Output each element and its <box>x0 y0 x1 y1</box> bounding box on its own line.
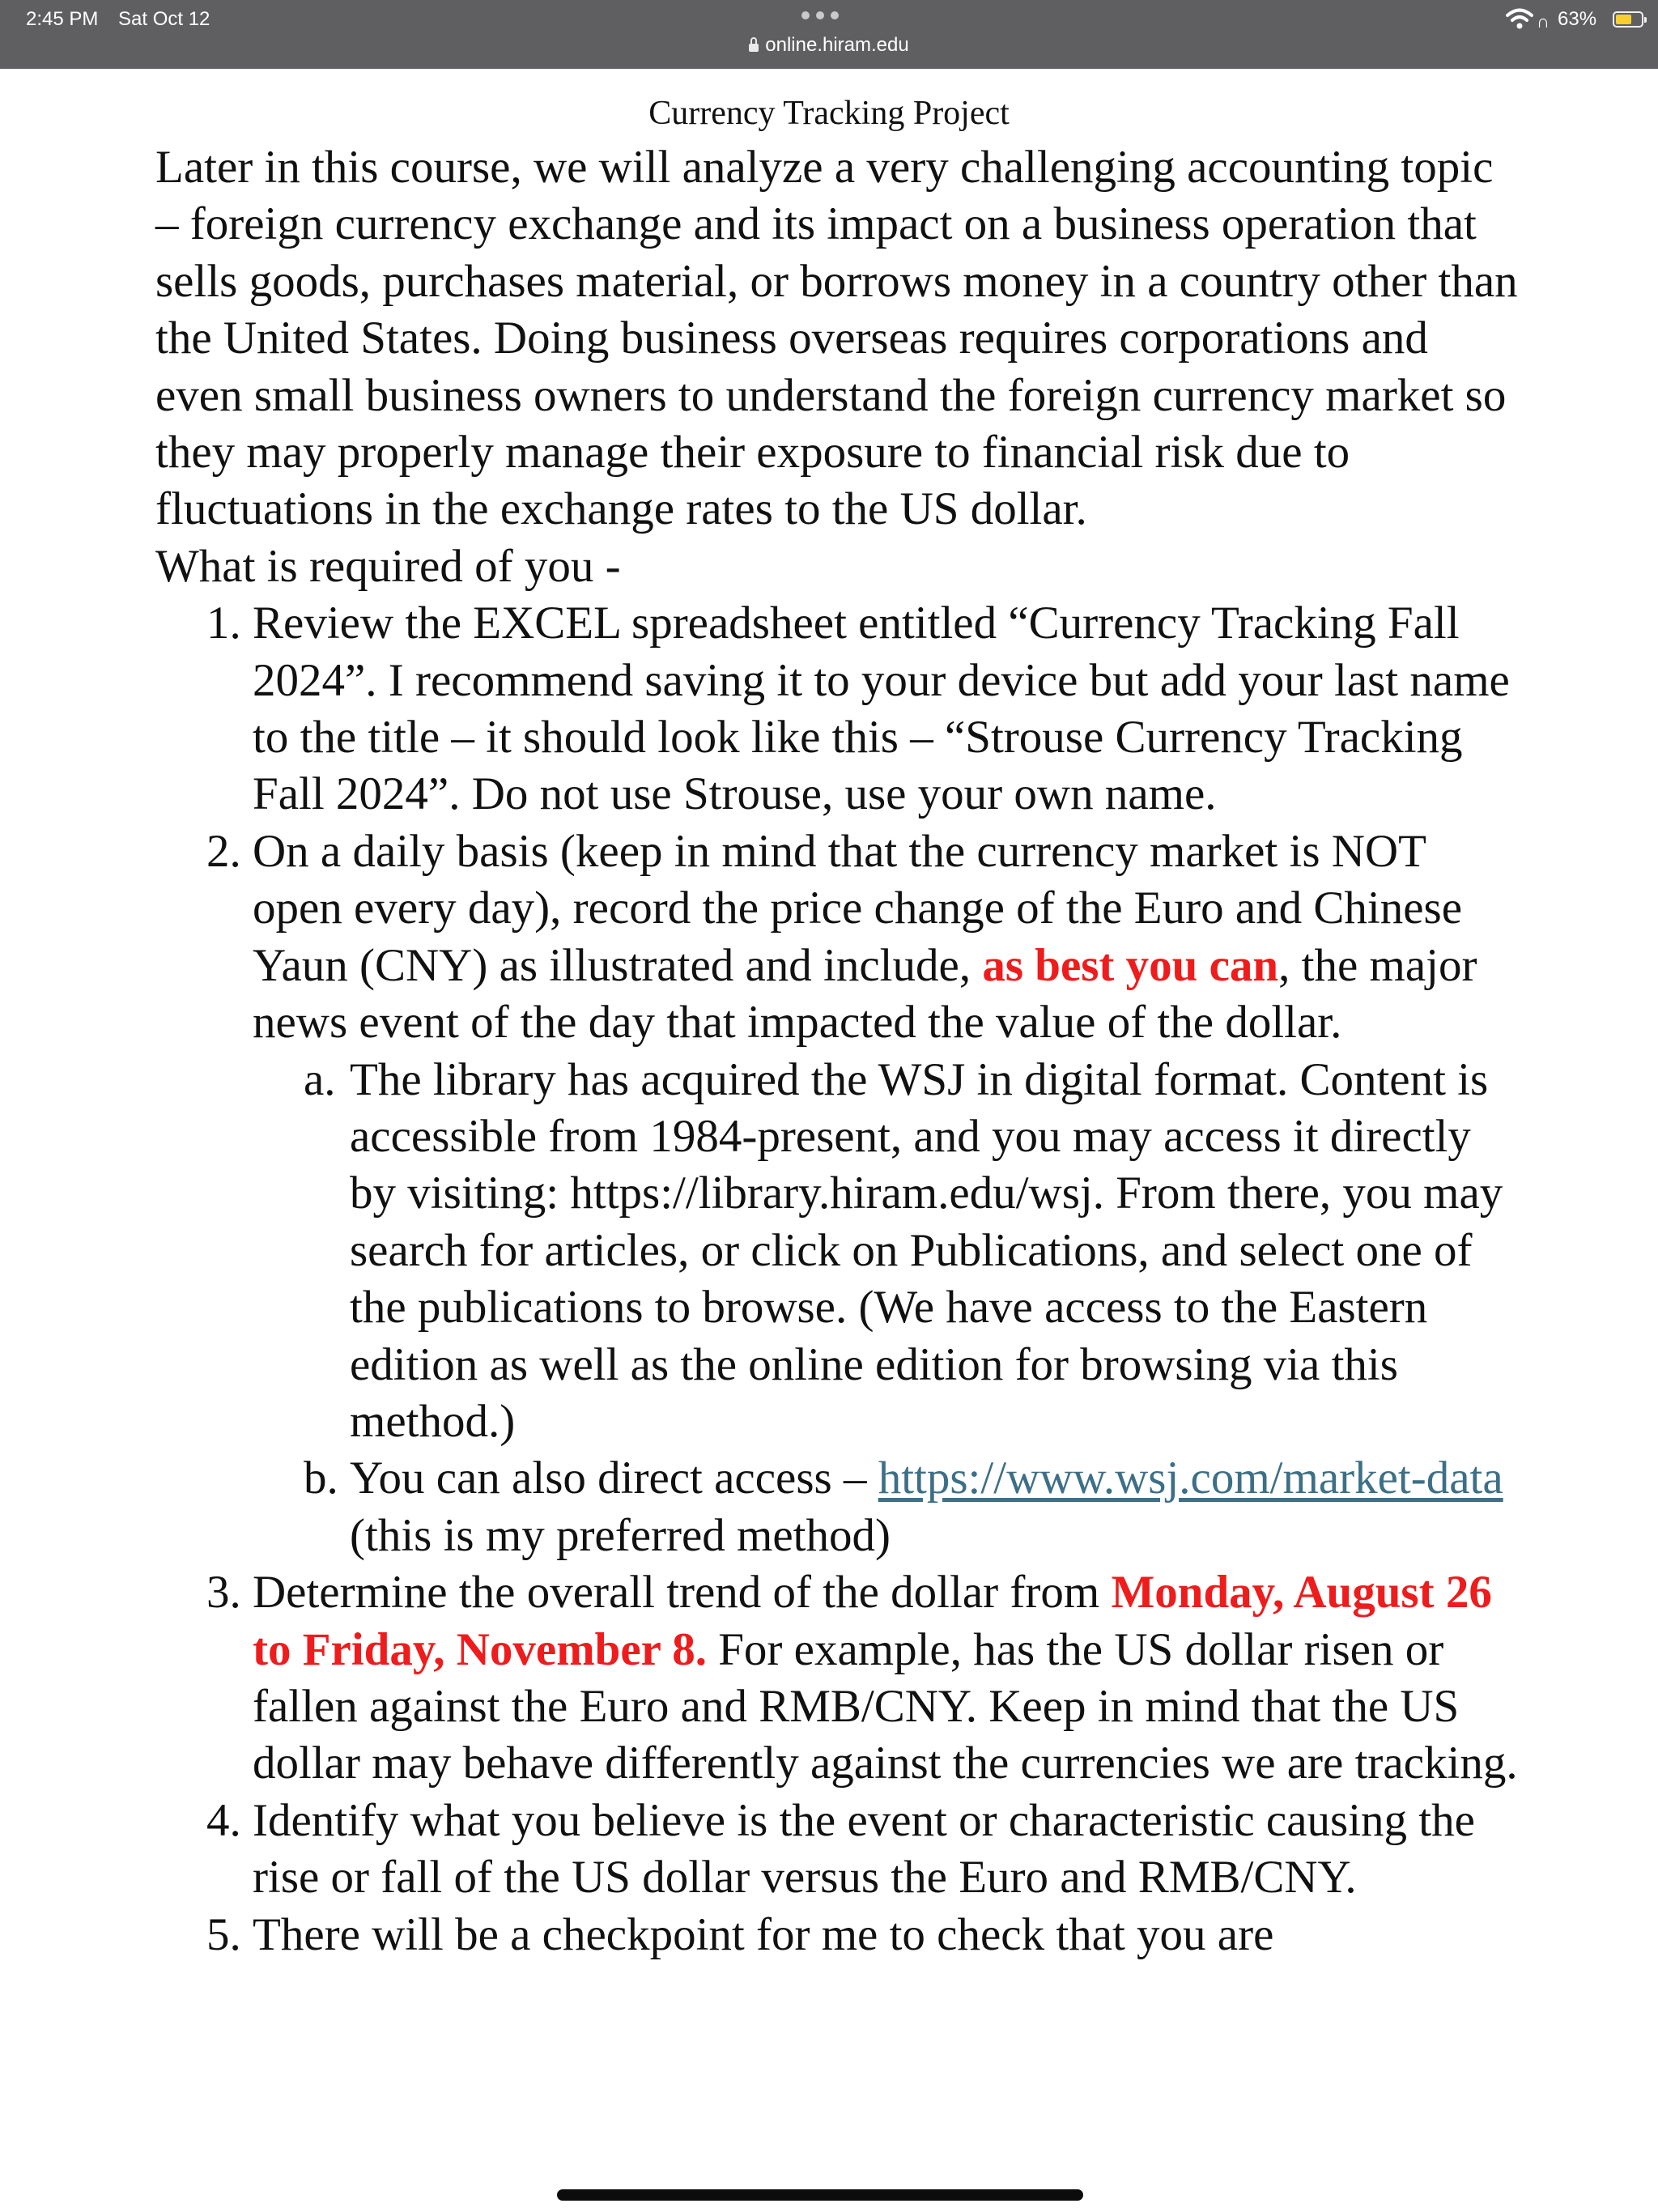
status-indicators <box>1480 5 1658 34</box>
list-item <box>155 1564 1524 1793</box>
list-item-text: There will be a checkpoint for me to check that you are <box>253 1908 1274 1960</box>
sub-list-item-text: The library has acquired the WSJ in digital format. Content is accessible from 1984-present, and you may access it directly by visiting: https://library.hiram.edu/wsj. From there, you may search for articles, or click on Publications, and select one of the publications to browse. (We have access to the Eastern edition as well as the online edition for browsing via this method.) <box>350 1053 1503 1447</box>
battery-percent: 63% <box>1558 8 1597 30</box>
required-heading: What is required of you - <box>155 540 621 592</box>
headset-icon: ∩ <box>1537 11 1550 32</box>
list-marker: 5. <box>206 1908 241 1960</box>
emphasis-text: Monday, August 26 to Friday, November 8. <box>253 1567 1492 1675</box>
requirements-list <box>155 595 1524 1963</box>
sub-list-marker: b. <box>304 1453 338 1504</box>
multitasking-dots-icon[interactable] <box>801 6 858 23</box>
status-time: 2:45 PM <box>26 8 99 30</box>
list-item <box>155 595 1524 823</box>
document-title: Currency Tracking Project <box>648 95 1010 132</box>
sub-list-item <box>253 1450 1524 1564</box>
list-item-text: Review the EXCEL spreadsheet entitled “Currency Tracking Fall 2024”. I recommend saving it to your device but add your last name to the title – it should look like this – “Strouse Currency Tracking Fall 2024”. Do not use Strouse, use your own name. <box>253 598 1510 820</box>
list-item <box>155 823 1524 1564</box>
list-item-text: Determine the overall trend of the dollar from Monday, August 26 to Friday, November 8. For example, has the US dollar risen or fallen against the Euro and RMB/CNY. Keep in mind that the US dollar may behave differently against the currencies we are tracking. <box>253 1567 1518 1789</box>
intro-paragraph: Later in this course, we will analyze a very challenging accounting topic – foreign currency exchange and its impact on a business operation that sells goods, purchases material, or borrows money in a country other than the United States. Doing business overseas requires corporations and even small business owners to understand the foreign currency market so they may properly manage their exposure to financial risk due to fluctuations in the exchange rates to the US dollar. <box>155 142 1518 535</box>
list-marker: 3. <box>206 1567 241 1619</box>
list-marker: 2. <box>206 825 241 877</box>
list-item <box>155 1907 1524 1963</box>
wsj-market-data-link[interactable]: https://www.wsj.com/market-data <box>878 1453 1503 1504</box>
list-item <box>155 1793 1524 1907</box>
sub-list <box>253 1052 1524 1565</box>
lock-icon <box>749 44 759 52</box>
home-indicator[interactable] <box>557 2189 1083 2201</box>
wifi-icon <box>1506 6 1533 31</box>
battery-icon <box>1613 11 1643 28</box>
url-text: online.hiram.edu <box>765 34 909 56</box>
sub-list-marker: a. <box>304 1053 336 1105</box>
list-item-text: Identify what you believe is the event or characteristic causing the rise or fall of the US dollar versus the Euro and RMB/CNY. <box>253 1794 1475 1904</box>
address-bar[interactable] <box>0 34 1658 57</box>
list-item-text: On a daily basis (keep in mind that the currency market is NOT open every day), record the price change of the Euro and Chinese Yaun (CNY) as illustrated and include, as best you can, the major news event of the day that impacted the value of the dollar. <box>253 825 1477 1049</box>
list-marker: 4. <box>206 1794 241 1846</box>
emphasis-text: as best you can <box>982 939 1279 991</box>
sub-list-item <box>253 1052 1524 1451</box>
status-date: Sat Oct 12 <box>118 8 210 30</box>
sub-list-item-text: You can also direct access – https://www.wsj.com/market-data (this is my preferred method) <box>350 1453 1503 1561</box>
browser-chrome <box>0 0 1658 69</box>
document-body <box>155 139 1524 1963</box>
list-marker: 1. <box>206 598 241 649</box>
